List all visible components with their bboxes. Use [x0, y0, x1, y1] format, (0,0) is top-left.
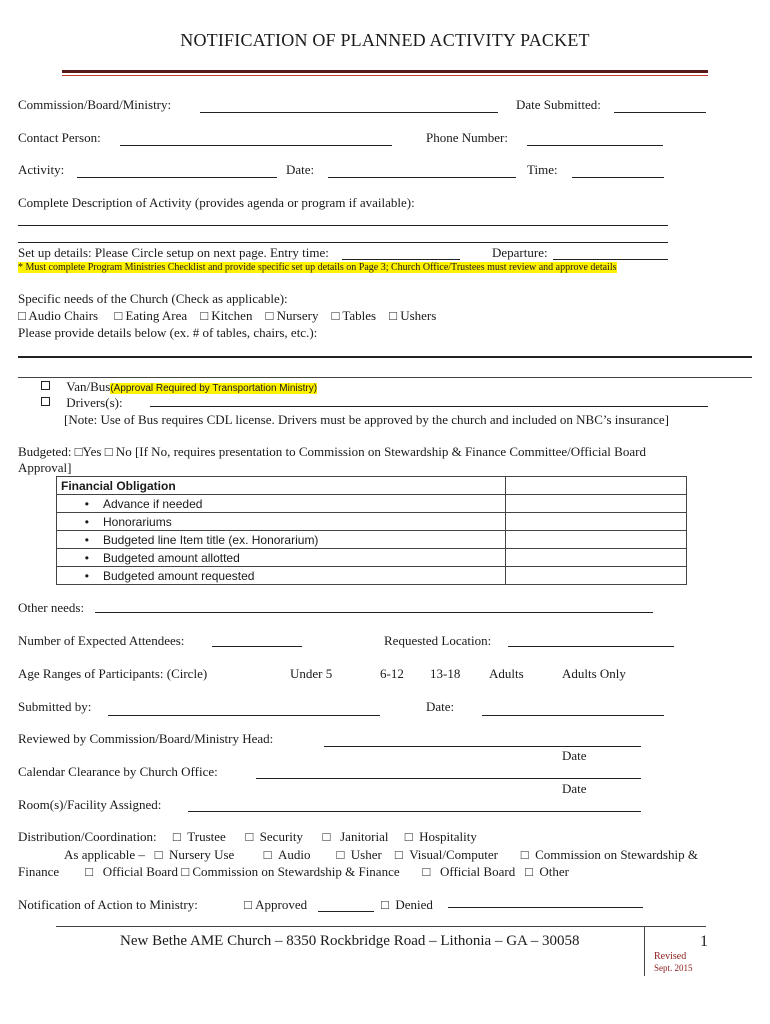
age-under-5[interactable]: Under 5 [290, 666, 333, 681]
dist-commission-finance[interactable]: □ Commission on Stewardship & Finance [181, 864, 400, 879]
dist-hospitality[interactable]: □ Hospitality [404, 829, 477, 844]
setup-note: * Must complete Program Ministries Checklist and provide specific set up details on Page 3; Church Office/Trustees must review and approve details [18, 262, 617, 273]
room-field[interactable] [188, 811, 641, 812]
age-13-18[interactable]: 13-18 [430, 666, 461, 681]
page-number: 1 [700, 933, 708, 950]
other-needs-field[interactable] [95, 612, 653, 613]
date-submitted-field[interactable] [614, 112, 706, 113]
footer-address: New Bethe AME Church – 8350 Rockbridge Road – Lithonia – GA – 30058 [120, 933, 580, 949]
financial-item: • Budgeted amount allotted [57, 549, 506, 567]
dist-audio[interactable]: □ Audio [263, 847, 311, 862]
van-bus-row [41, 379, 317, 395]
financial-obligation-table [56, 476, 687, 585]
needs-item-nursery[interactable]: □ Nursery [265, 308, 319, 323]
date-label: Date: [286, 162, 315, 177]
age-ranges-label: Age Ranges of Participants: (Circle) [18, 666, 208, 681]
phone-label: Phone Number: [426, 130, 508, 145]
dist-commission-stewardship[interactable]: □ Commission on Stewardship & [520, 847, 698, 862]
action-approved[interactable]: □ Approved [244, 897, 308, 912]
needs-item-eating-area[interactable]: □ Eating Area [114, 308, 188, 323]
van-bus-label: Van/Bus [66, 379, 111, 394]
needs-heading: Specific needs of the Church (Check as applicable): [18, 291, 288, 306]
submitted-by-label: Submitted by: [18, 699, 92, 714]
title-rule-dark [62, 70, 708, 73]
financial-item: • Budgeted amount requested [57, 567, 506, 585]
financial-header: Financial Obligation [57, 477, 506, 495]
drivers-row [41, 395, 123, 411]
action-label: Notification of Action to Ministry: [18, 897, 198, 912]
calendar-label: Calendar Clearance by Church Office: [18, 764, 218, 779]
needs-checkbox-row [18, 308, 436, 324]
dist-janitorial[interactable]: □ Janitorial [322, 829, 389, 844]
van-bus-note: (Approval Required by Transportation Ministry) [110, 383, 318, 394]
reviewed-field[interactable] [324, 746, 641, 747]
dist-visual-computer[interactable]: □ Visual/Computer [394, 847, 498, 862]
financial-item: • Advance if needed [57, 495, 506, 513]
submitted-date-field[interactable] [482, 715, 664, 716]
description-line-1[interactable] [18, 225, 668, 226]
activity-field[interactable] [77, 177, 277, 178]
departure-field[interactable] [553, 259, 668, 260]
needs-item-ushers[interactable]: □ Ushers [389, 308, 437, 323]
attendees-label: Number of Expected Attendees: [18, 633, 185, 648]
financial-item-value[interactable] [506, 549, 687, 567]
calendar-field[interactable] [256, 778, 641, 779]
bus-note: [Note: Use of Bus requires CDL license. Drivers must be approved by the church and included on NBC’s insurance] [64, 412, 669, 427]
setup-label: Set up details: Please Circle setup on next page. Entry time: [18, 245, 329, 260]
budget-line-2: Approval] [18, 460, 72, 475]
dist-nursery-use[interactable]: □ Nursery Use [154, 847, 235, 862]
denied-field[interactable] [448, 907, 643, 908]
description-line-2[interactable] [18, 242, 668, 243]
date-field[interactable] [328, 177, 516, 178]
distribution-label: Distribution/Coordination: [18, 829, 157, 844]
needs-item-tables[interactable]: □ Tables [331, 308, 377, 323]
age-6-12[interactable]: 6-12 [380, 666, 404, 681]
attendees-field[interactable] [212, 646, 302, 647]
drivers-label: Drivers(s): [66, 395, 123, 410]
title-rule-red [62, 75, 708, 76]
van-bus-checkbox[interactable] [41, 381, 50, 390]
financial-item-value[interactable] [506, 531, 687, 549]
section-divider [18, 377, 752, 378]
commission-field[interactable] [200, 112, 498, 113]
financial-item: • Honorariums [57, 513, 506, 531]
distribution-row-1 [18, 829, 477, 845]
date-submitted-label: Date Submitted: [516, 97, 601, 112]
revised-date: Sept. 2015 [654, 963, 693, 973]
needs-item-audio-chairs[interactable]: □ Audio Chairs [18, 308, 99, 323]
contact-label: Contact Person: [18, 130, 101, 145]
contact-field[interactable] [120, 145, 392, 146]
financial-item-value[interactable] [506, 567, 687, 585]
calendar-date-caption: Date [562, 781, 587, 796]
description-label: Complete Description of Activity (provides agenda or program if available): [18, 195, 415, 210]
dist-official-board[interactable]: □ Official Board [85, 864, 178, 879]
dist-other[interactable]: □ Other [524, 864, 569, 879]
location-field[interactable] [508, 646, 674, 647]
financial-item-value[interactable] [506, 495, 687, 513]
dist-official-board-2[interactable]: □ Official Board [422, 864, 516, 879]
departure-label: Departure: [492, 245, 548, 260]
finance-continuation: Finance [18, 864, 60, 879]
commission-label: Commission/Board/Ministry: [18, 97, 172, 112]
phone-field[interactable] [527, 145, 663, 146]
time-field[interactable] [572, 177, 664, 178]
activity-label: Activity: [18, 162, 65, 177]
financial-item-value[interactable] [506, 513, 687, 531]
submitted-date-label: Date: [426, 699, 455, 714]
dist-trustee[interactable]: □ Trustee [172, 829, 226, 844]
dist-security[interactable]: □ Security [245, 829, 303, 844]
reviewed-date-caption: Date [562, 748, 587, 763]
drivers-checkbox[interactable] [41, 397, 50, 406]
needs-details-label: Please provide details below (ex. # of tables, chairs, etc.): [18, 325, 318, 340]
needs-item-kitchen[interactable]: □ Kitchen [200, 308, 253, 323]
action-denied[interactable]: □ Denied [381, 897, 433, 912]
age-adults[interactable]: Adults [489, 666, 524, 681]
age-adults-only[interactable]: Adults Only [562, 666, 626, 681]
financial-item: • Budgeted line Item title (ex. Honorarium) [57, 531, 506, 549]
revised-label: Revised [654, 951, 687, 962]
approved-field[interactable] [318, 911, 374, 912]
dist-usher[interactable]: □ Usher [336, 847, 382, 862]
distribution-row-3 [18, 864, 569, 880]
distribution-row-2 [64, 847, 698, 863]
budget-line: Budgeted: □Yes □ No [If No, requires presentation to Commission on Stewardship & Finance Committee/Official Board [18, 444, 646, 459]
reviewed-label: Reviewed by Commission/Board/Ministry Head: [18, 731, 274, 746]
submitted-by-field[interactable] [108, 715, 380, 716]
financial-header-value[interactable] [506, 477, 687, 495]
as-applicable-label: As applicable – [64, 847, 145, 862]
location-label: Requested Location: [384, 633, 492, 648]
entry-time-field[interactable] [342, 259, 460, 260]
needs-details-rule[interactable] [18, 356, 752, 358]
time-label: Time: [527, 162, 558, 177]
room-label: Room(s)/Facility Assigned: [18, 797, 162, 812]
page-title: NOTIFICATION OF PLANNED ACTIVITY PACKET [180, 30, 590, 50]
other-needs-label: Other needs: [18, 600, 85, 615]
footer-rule [56, 926, 706, 927]
drivers-field[interactable] [150, 406, 708, 407]
